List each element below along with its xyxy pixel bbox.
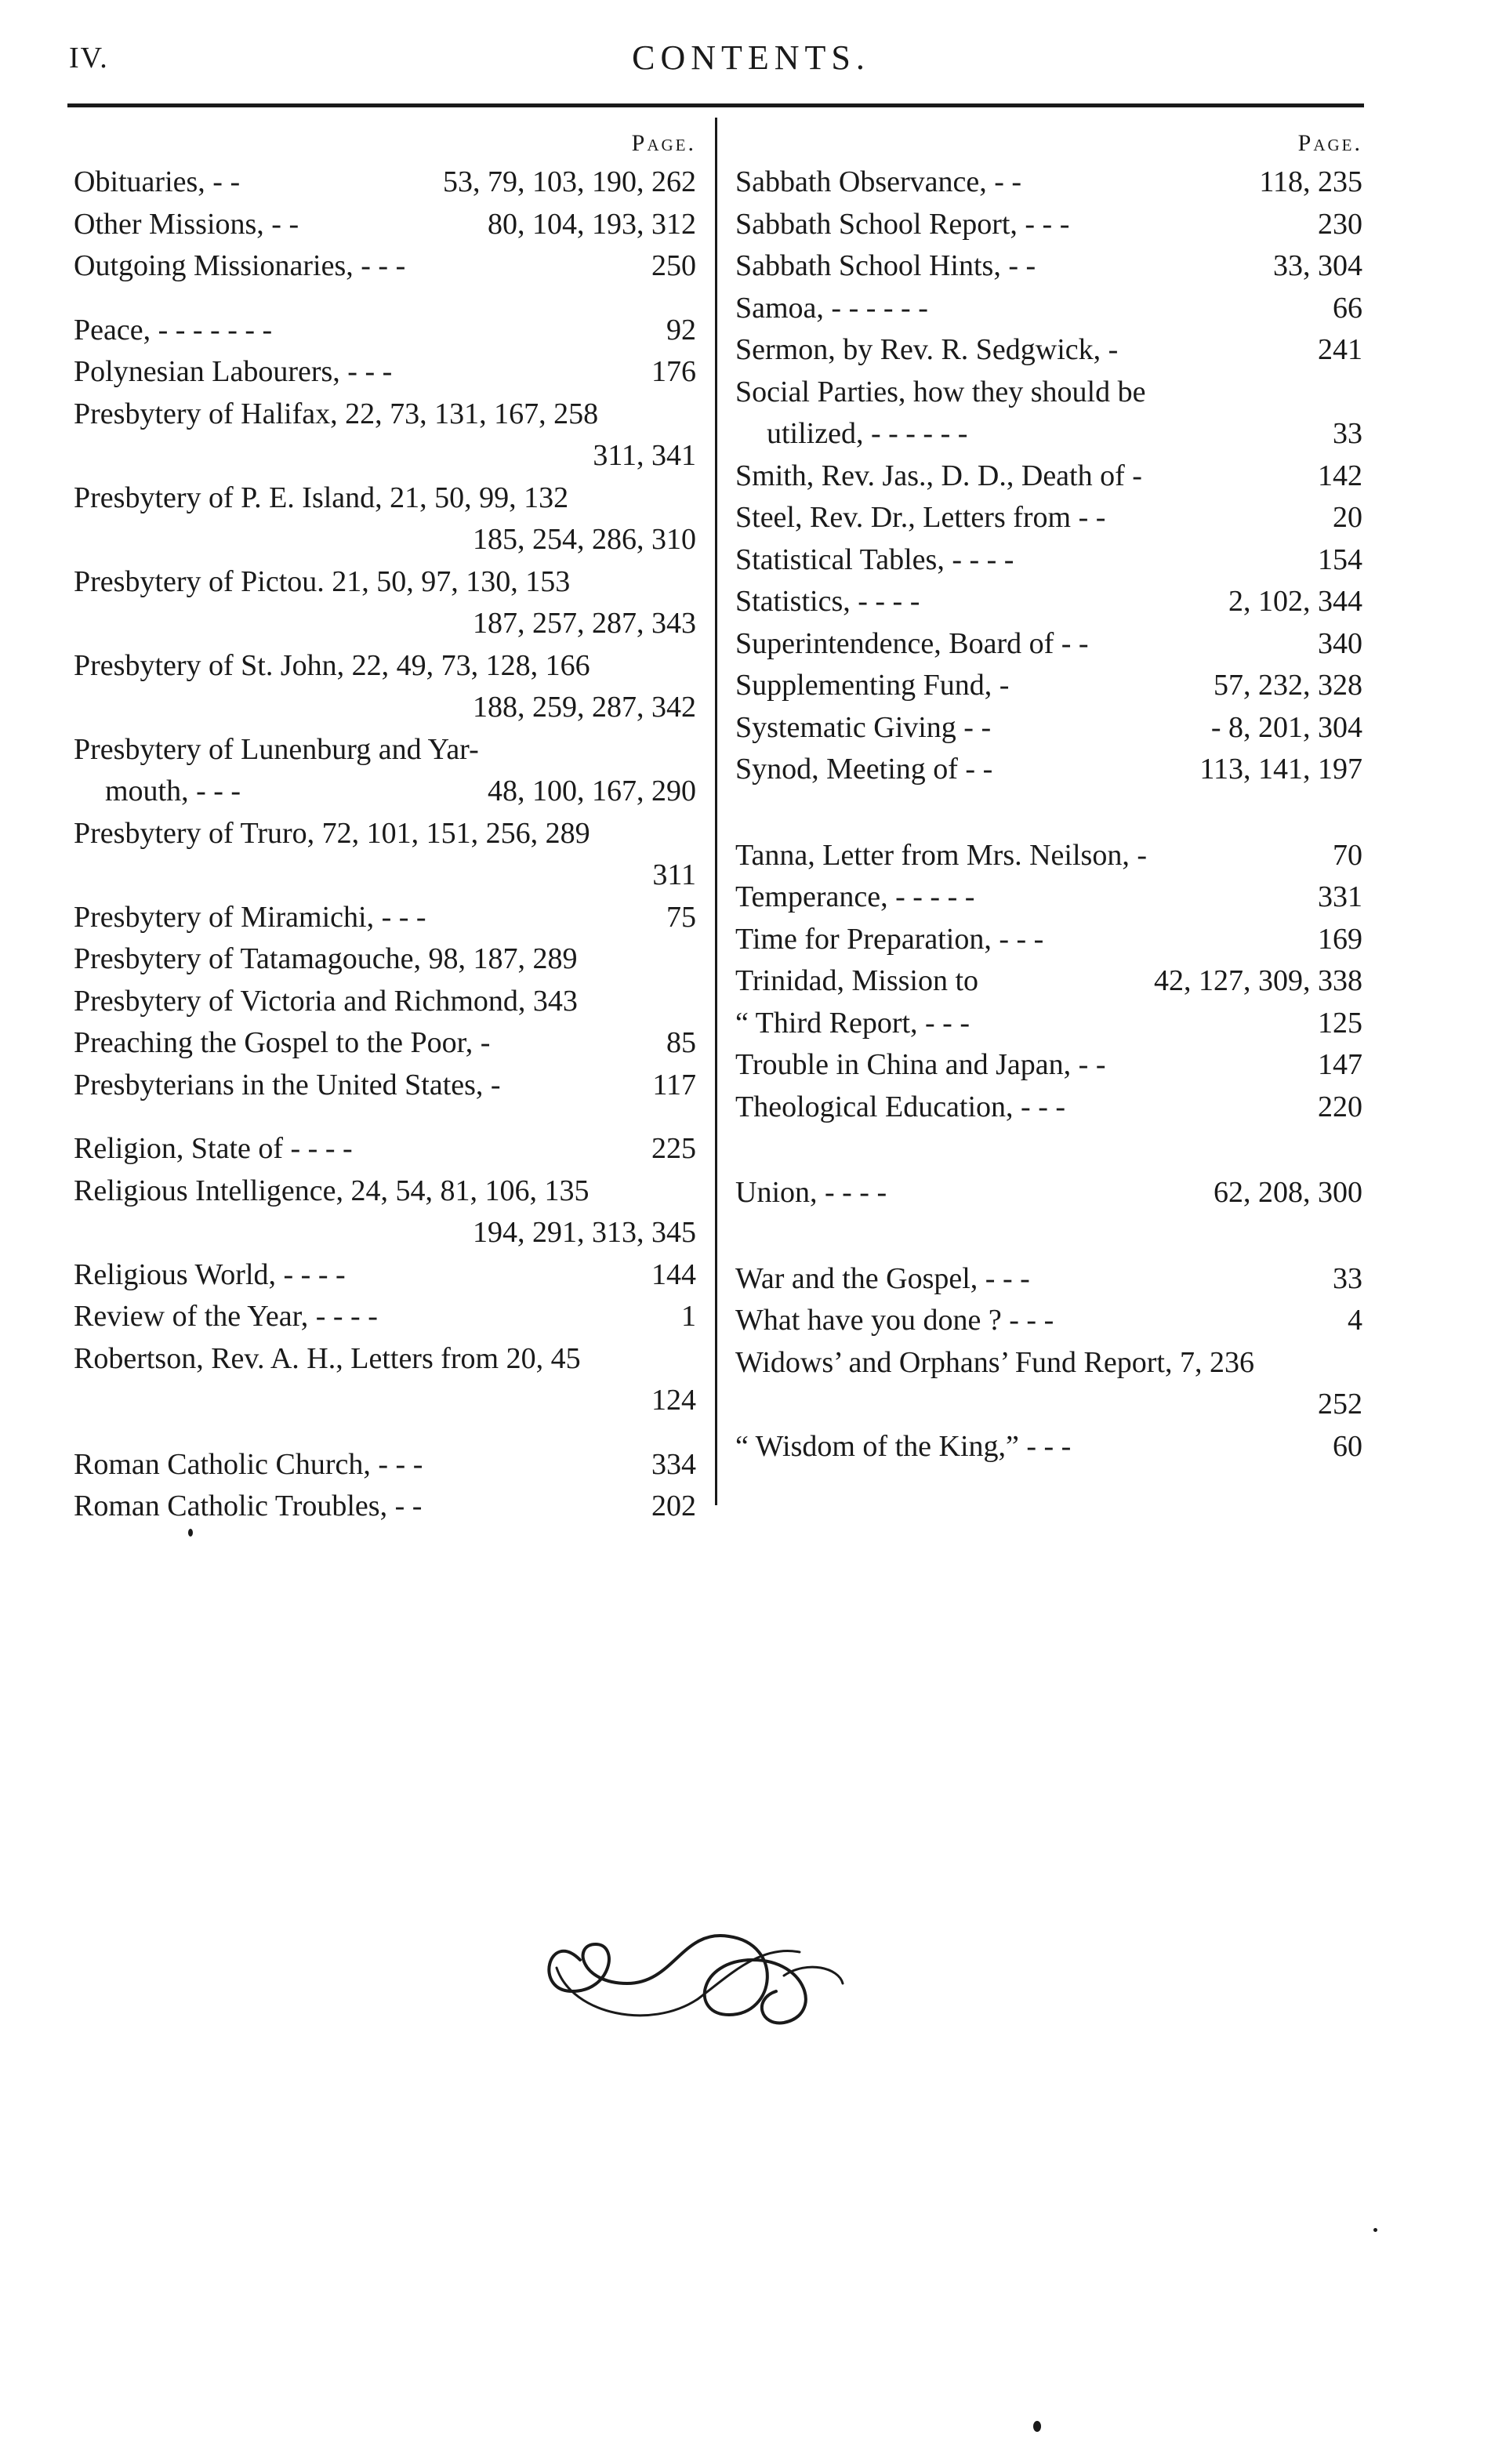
entry-continuation-title: utilized, - - - - - - (767, 417, 968, 450)
entry-title: Widows’ and Orphans’ Fund Report, 7, 236 (735, 1345, 1254, 1379)
entry-continuation-pages: 252 (1318, 1388, 1362, 1421)
index-entry (735, 288, 1362, 330)
entry-title: Preaching the Gospel to the Poor, - (74, 1026, 491, 1059)
entry-title: Polynesian Labourers, - - - (74, 355, 393, 388)
index-entry (74, 310, 696, 352)
entry-pages: 334 (651, 1447, 696, 1481)
entry-pages: 33, 304 (1273, 249, 1362, 282)
entry-title: Presbytery of St. John, 22, 49, 73, 128, 166 (74, 648, 590, 682)
index-entry (74, 477, 696, 520)
index-entry (735, 245, 1362, 288)
index-entry (735, 1300, 1362, 1342)
entry-title: What have you done ? - - - (735, 1304, 1054, 1337)
ink-speck (1033, 2421, 1041, 2432)
index-entry (74, 729, 696, 771)
entry-pages: 144 (651, 1257, 696, 1291)
entry-title: Sabbath School Hints, - - (735, 249, 1036, 282)
entry-continuation-pages: 311, 341 (593, 439, 696, 472)
entry-title: Other Missions, - - (74, 207, 299, 241)
index-entry (735, 1258, 1362, 1301)
entry-pages: 220 (1318, 1090, 1362, 1123)
header-rule (67, 103, 1364, 107)
entry-continuation-pages: 194, 291, 313, 345 (473, 1216, 696, 1249)
entry-title: Presbyterians in the United States, - (74, 1068, 501, 1101)
index-entry (735, 497, 1362, 539)
index-entry (74, 1444, 696, 1486)
entry-title: Smith, Rev. Jas., D. D., Death of - (735, 459, 1142, 492)
entry-title: Presbytery of Truro, 72, 101, 151, 256, 289 (74, 816, 590, 850)
entry-title: “ Third Report, - - - (735, 1006, 970, 1040)
index-entry (74, 1486, 696, 1528)
entry-pages: 340 (1318, 626, 1362, 660)
entry-title: Religion, State of - - - - (74, 1132, 353, 1165)
entry-pages: 225 (651, 1132, 696, 1165)
index-entry (735, 1087, 1362, 1129)
index-entry (735, 876, 1362, 919)
entry-title: Presbytery of Tatamagouche, 98, 187, 289 (74, 942, 578, 975)
index-entry (74, 394, 696, 436)
entry-title: Sabbath School Report, - - - (735, 207, 1070, 241)
entry-pages: 57, 232, 328 (1214, 669, 1362, 702)
entry-title: Religious World, - - - - (74, 1257, 346, 1291)
entry-pages: 118, 235 (1259, 165, 1362, 198)
entry-title: Robertson, Rev. A. H., Letters from 20, 45 (74, 1341, 581, 1375)
entry-pages: 60 (1333, 1429, 1362, 1463)
index-entry (735, 1003, 1362, 1045)
entry-continuation-pages: 188, 259, 287, 342 (473, 691, 696, 724)
ink-speck (188, 1529, 193, 1537)
index-entry (735, 960, 1362, 1003)
entry-title: Religious Intelligence, 24, 54, 81, 106, 135 (74, 1174, 590, 1207)
index-entry (74, 245, 696, 288)
entry-title: Review of the Year, - - - - (74, 1300, 378, 1333)
index-entry (74, 1338, 696, 1381)
index-entry (74, 1296, 696, 1338)
index-entry (74, 561, 696, 604)
entry-pages: 42, 127, 309, 338 (1154, 964, 1362, 997)
entry-pages: 2, 102, 344 (1228, 585, 1362, 618)
entry-continuation-pages: 187, 257, 287, 343 (473, 607, 696, 640)
index-entry (735, 665, 1362, 707)
index-entry (74, 897, 696, 939)
entry-continuation-pages: 311 (652, 858, 696, 891)
entry-title: Synod, Meeting of - - (735, 753, 993, 786)
entry-title: Time for Preparation, - - - (735, 922, 1044, 956)
entry-pages: 230 (1318, 207, 1362, 241)
entry-title: Trinidad, Mission to (735, 964, 979, 997)
entry-title: Systematic Giving - - (735, 710, 992, 744)
entry-pages: 92 (666, 313, 696, 347)
entry-title: Peace, - - - - - - - (74, 313, 273, 347)
entry-pages: 117 (652, 1068, 696, 1101)
entry-title: Obituaries, - - (74, 165, 241, 198)
entry-title: Presbytery of Pictou. 21, 50, 97, 130, 153 (74, 564, 571, 598)
entry-pages: 250 (651, 249, 696, 282)
index-entry (735, 1044, 1362, 1087)
entry-title: Statistical Tables, - - - - (735, 543, 1014, 576)
entry-title: Presbytery of Victoria and Richmond, 343 (74, 984, 578, 1018)
index-entry (735, 707, 1362, 749)
entry-pages: 202 (651, 1490, 696, 1522)
entry-title: Steel, Rev. Dr., Letters from - - (735, 501, 1106, 534)
index-entry (74, 1065, 696, 1107)
entry-continuation (735, 413, 1362, 455)
index-entry (735, 1426, 1362, 1468)
entry-title: War and the Gospel, - - - (735, 1261, 1030, 1295)
flourish-ornament-icon (525, 1897, 870, 2046)
entry-pages: 169 (1318, 922, 1362, 956)
index-entry (735, 835, 1362, 877)
entry-title: Statistics, - - - - (735, 585, 920, 618)
entry-pages: 1 (681, 1300, 696, 1333)
index-entry (735, 539, 1362, 582)
entry-title: Union, - - - - (735, 1176, 887, 1209)
index-entry (735, 204, 1362, 246)
entry-continuation-pages: 33 (1333, 417, 1362, 450)
entry-pages: 70 (1333, 838, 1362, 872)
entry-title: Sermon, by Rev. R. Sedgwick, - (735, 333, 1119, 366)
entry-pages: 80, 104, 193, 312 (488, 207, 696, 241)
entry-pages: 85 (666, 1026, 696, 1059)
index-entry (74, 1022, 696, 1065)
column-divider (715, 118, 717, 1505)
entry-pages: 142 (1318, 459, 1362, 492)
entry-title: Presbytery of P. E. Island, 21, 50, 99, 132 (74, 481, 569, 514)
entry-pages: - 8, 201, 304 (1210, 710, 1362, 744)
index-entry (74, 1128, 696, 1170)
entry-title: Presbytery of Lunenburg and Yar- (74, 732, 479, 766)
entry-pages: 113, 141, 197 (1199, 753, 1362, 786)
index-entry (74, 351, 696, 394)
index-entry (74, 981, 696, 1023)
right-column-page-header: Page. (1297, 130, 1362, 156)
index-entry (74, 204, 696, 246)
index-entry (735, 372, 1362, 414)
entry-title: Superintendence, Board of - - (735, 626, 1089, 660)
entry-pages: 176 (651, 355, 696, 388)
entry-title: Theological Education, - - - (735, 1090, 1066, 1123)
entry-title: Temperance, - - - - - (735, 880, 975, 913)
entry-title: Sabbath Observance, - - (735, 165, 1022, 198)
right-entries (735, 161, 1362, 1468)
entry-title: Social Parties, how they should be (735, 375, 1146, 408)
entry-pages: 75 (666, 900, 696, 934)
entry-pages: 331 (1318, 880, 1362, 913)
index-entry (74, 1170, 696, 1213)
index-entry (735, 161, 1362, 204)
entry-title: Presbytery of Halifax, 22, 73, 131, 167, 258 (74, 397, 599, 430)
entry-pages: 62, 208, 300 (1214, 1176, 1362, 1209)
index-entry (74, 813, 696, 855)
entry-continuation-pages: 48, 100, 167, 290 (488, 775, 696, 807)
entry-pages: 125 (1318, 1006, 1362, 1040)
left-entries (74, 161, 696, 1528)
entry-title: Outgoing Missionaries, - - - (74, 249, 406, 282)
index-entry (735, 623, 1362, 666)
entry-pages: 53, 79, 103, 190, 262 (443, 165, 696, 198)
ink-speck (1373, 2228, 1377, 2232)
index-entry (74, 1254, 696, 1297)
index-entry (735, 1172, 1362, 1214)
entry-pages: 241 (1318, 333, 1362, 366)
page-title: CONTENTS. (632, 38, 870, 77)
index-entry (735, 749, 1362, 791)
index-entry (735, 581, 1362, 623)
entry-pages: 66 (1333, 291, 1362, 325)
entry-pages: 20 (1333, 501, 1362, 534)
entry-continuation (74, 771, 696, 813)
index-entry (74, 161, 696, 204)
entry-title: Supplementing Fund, - (735, 669, 1010, 702)
entry-title: Samoa, - - - - - - (735, 291, 928, 325)
index-entry (735, 1342, 1362, 1384)
index-entry (74, 645, 696, 688)
entry-title: Roman Catholic Troubles, - - (74, 1490, 423, 1522)
right-column (735, 125, 1362, 1468)
entry-title: Roman Catholic Church, - - - (74, 1447, 423, 1481)
index-entry (735, 329, 1362, 372)
entry-pages: 154 (1318, 543, 1362, 576)
entry-continuation-title: mouth, - - - (105, 775, 241, 807)
index-entry (735, 455, 1362, 498)
index-entry (735, 919, 1362, 961)
page-number: IV. (69, 42, 109, 74)
entry-continuation-pages: 124 (651, 1384, 696, 1417)
left-column (74, 125, 696, 1528)
entry-pages: 33 (1333, 1261, 1362, 1295)
entry-continuation-pages: 185, 254, 286, 310 (473, 523, 696, 556)
entry-pages: 147 (1318, 1048, 1362, 1081)
entry-title: Presbytery of Miramichi, - - - (74, 900, 426, 934)
left-column-page-header: Page. (631, 130, 696, 156)
entry-title: Tanna, Letter from Mrs. Neilson, - (735, 838, 1147, 872)
entry-title: “ Wisdom of the King,” - - - (735, 1429, 1072, 1463)
index-entry (74, 938, 696, 981)
entry-pages: 4 (1348, 1304, 1362, 1337)
entry-title: Trouble in China and Japan, - - (735, 1048, 1106, 1081)
